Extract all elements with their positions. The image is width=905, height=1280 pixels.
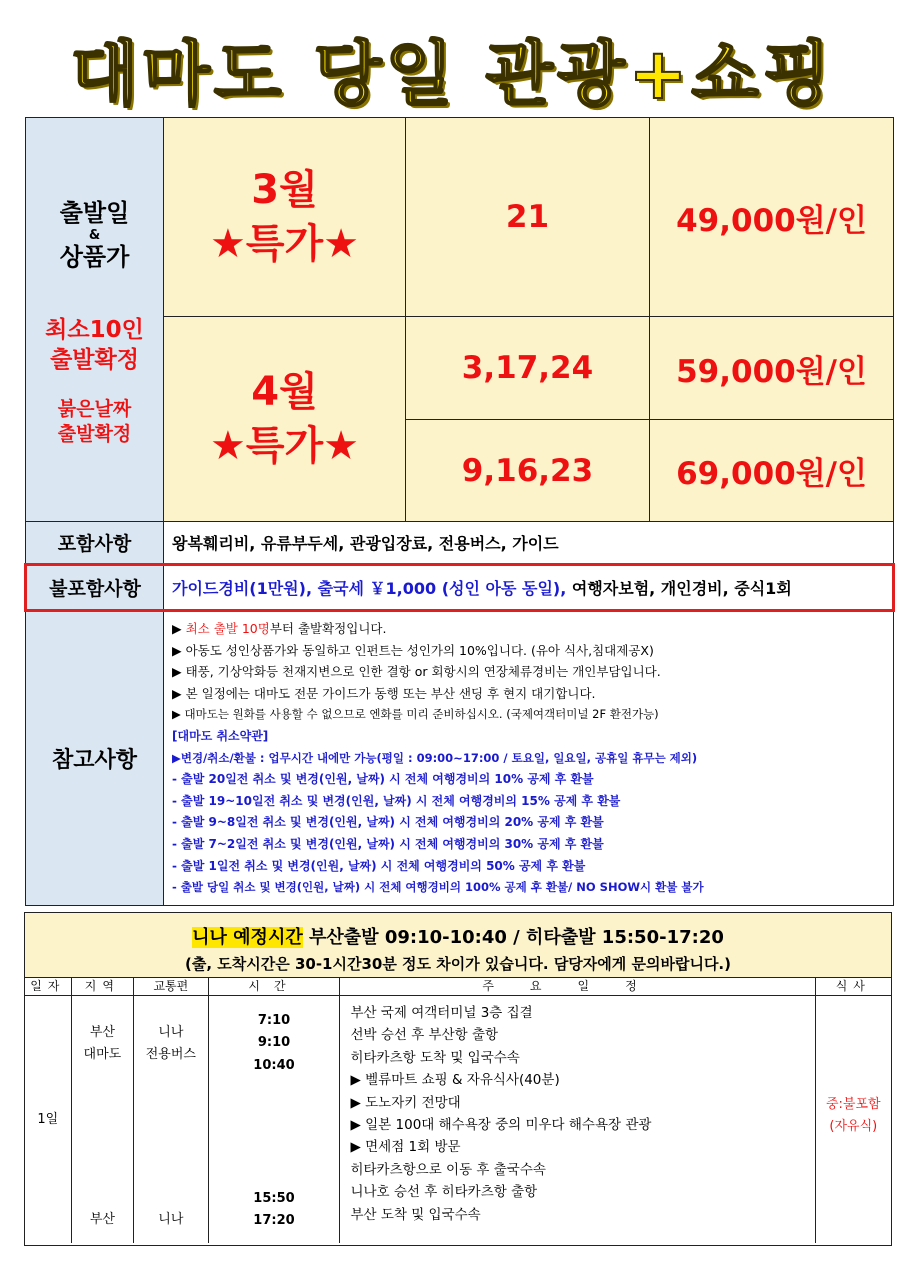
note-line-2: ▶ 아동도 성인상품가와 동일하고 인펀트는 성인가의 10%입니다. (유아 식사,침대제공X) [172,642,654,658]
cancel-line-1: - 출발 20일전 취소 및 변경(인원, 날짜) 시 전체 여행경비의 10% 공제 후 환불 [172,772,594,787]
cancel-title: [대마도 취소약관] [172,728,269,743]
time-4: 15:50 [253,1191,295,1206]
itinerary-item: ▶ 일본 100대 해수욕장 중의 미우다 해수욕장 관광 [350,1117,652,1134]
april-dates-1: 3,17,24 [406,317,650,420]
cancel-line-6: - 출발 당일 취소 및 변경(인원, 날짜) 시 전체 여행경비의 100% 공제 후 환불/ NO SHOW시 환불 불가 [172,880,704,895]
schedule-header-times: 부산출발 09:10-10:40 / 히타출발 15:50-17:20 [302,927,724,948]
col-transport: 교통편 [134,978,208,995]
itinerary-item: 히타카츠항 도착 및 입국수속 [350,1049,520,1066]
schedule-table [24,912,892,1246]
region-cell [72,996,135,1243]
cancel-line-2: - 출발 19~10일전 취소 및 변경(인원, 날짜) 시 전체 여행경비의 15% 공제 후 환불 [172,793,621,808]
april-price-2: 69,000원/인 [650,420,894,522]
label-amp: & [88,228,101,244]
schedule-subheader: (출, 도착시간은 30-1시간30분 정도 차이가 있습니다. 담당자에게 문의바랍니다.) [185,955,731,973]
date-price-label-cell [26,118,164,522]
itinerary-item: ▶ 면세점 1회 방문 [350,1139,461,1156]
schedule-header [25,913,891,978]
info-table [24,117,895,906]
cancel-line-4: - 출발 7~2일전 취소 및 변경(인원, 날짜) 시 전체 여행경비의 30% 공제 후 환불 [172,836,604,851]
notes-label: 참고사항 [26,611,164,906]
march-cell [164,118,406,317]
april-dates-2: 9,16,23 [406,420,650,522]
note-line-3: ▶ 태풍, 기상악화등 천재지변으로 인한 결항 or 회항시의 연장체류경비는 개인부담입니다. [172,664,661,680]
april-special: ★특가★ [210,423,359,469]
itinerary-item: 부산 국제 여객터미널 3층 집결 [350,1005,533,1021]
col-time: 시간 [209,978,341,995]
schedule-column-headers [25,978,891,996]
cancel-line-0: ▶변경/취소/환불 : 업무시간 내에만 가능(평일 : 09:00~17:00 / 토요일, 일요일, 공휴일 휴무는 제외) [172,750,698,765]
april-price-1: 59,000원/인 [650,317,894,420]
day-label: 1일 [37,1112,59,1127]
label-departure: 출발일 [59,199,130,228]
label-min-2: 출발확정 [50,346,139,373]
note-line-4: ▶ 본 일정에는 대마도 전문 가이드가 동행 또는 부산 샌딩 후 현지 대기합니다. [172,685,596,701]
note-line-5: ▶ 대마도는 원화를 사용할 수 없으므로 엔화를 미리 준비하십시오. (국제여객터미널 2F 환전가능) [172,707,659,722]
april-cell [164,317,406,522]
excluded-cell [164,565,894,611]
day-cell [25,996,72,1243]
region-1b: 대마도 [83,1047,122,1062]
transport-2: 니나 [158,1212,184,1227]
itinerary-cell [340,996,815,1243]
schedule-body [25,996,891,1243]
col-meal: 식사 [835,979,871,993]
region-2: 부산 [89,1212,115,1227]
included-label: 포함사항 [26,522,164,565]
transport-1b: 전용버스 [145,1047,196,1062]
col-region: 지역 [72,978,135,995]
region-1a: 부산 [89,1025,115,1040]
transport-cell [134,996,208,1243]
excluded-label: 불포함사항 [26,565,164,611]
time-cell [209,996,341,1243]
transport-1a: 니나 [158,1025,184,1040]
col-day: 일자 [25,978,72,995]
label-min-1: 최소10인 [45,316,144,343]
label-red-2: 출발확정 [57,423,132,446]
page-title: 대마도 당일 관광+쇼핑 [70,33,835,115]
time-2: 9:10 [257,1035,291,1051]
itinerary-item: ▶ 벨류마트 쇼핑 & 자유식사(40분) [350,1072,560,1089]
label-red-1: 붉은날짜 [57,398,132,421]
cancel-line-5: - 출발 1일전 취소 및 변경(인원, 날짜) 시 전체 여행경비의 50% 공제 후 환불 [172,858,586,873]
march-price: 49,000원/인 [650,118,894,317]
label-price: 상품가 [59,243,130,272]
march-month: 3월 [251,167,318,213]
schedule-highlight: 니나 예정시간 [192,927,303,948]
march-special: ★특가★ [210,221,359,267]
meal-1: 중:불포함 [825,1097,881,1112]
meal-cell [816,996,891,1243]
march-dates: 21 [406,118,650,317]
time-3: 10:40 [253,1057,295,1073]
itinerary-item: 니나호 승선 후 히타카츠항 출항 [350,1184,538,1201]
time-5: 17:20 [253,1213,295,1229]
note-line-1: ▶ 최소 출발 10명부터 출발확정입니다. [172,621,387,636]
time-1: 7:10 [257,1013,291,1028]
itinerary-item: ▶ 도노자키 전망대 [350,1094,461,1111]
notes-cell [164,611,894,906]
col-itinerary: 주요일정 [340,978,815,995]
cancel-line-3: - 출발 9~8일전 취소 및 변경(인원, 날짜) 시 전체 여행경비의 20% 공제 후 환불 [172,815,604,830]
itinerary-item: 히타카츠항으로 이동 후 출국수속 [350,1161,546,1178]
itinerary-item: 부산 도착 및 입국수속 [350,1206,481,1223]
included-text: 왕복훼리비, 유류부두세, 관광입장료, 전용버스, 가이드 [164,522,894,565]
itinerary-item: 선박 승선 후 부산항 출항 [350,1027,499,1044]
excluded-text-blue: 가이드경비(1만원), 출국세 ￥1,000 (성인 아동 동일), [172,579,567,598]
meal-2: (자유식) [829,1119,878,1134]
april-month: 4월 [251,369,318,415]
excluded-text-black: 여행자보험, 개인경비, 중식1회 [566,579,792,598]
